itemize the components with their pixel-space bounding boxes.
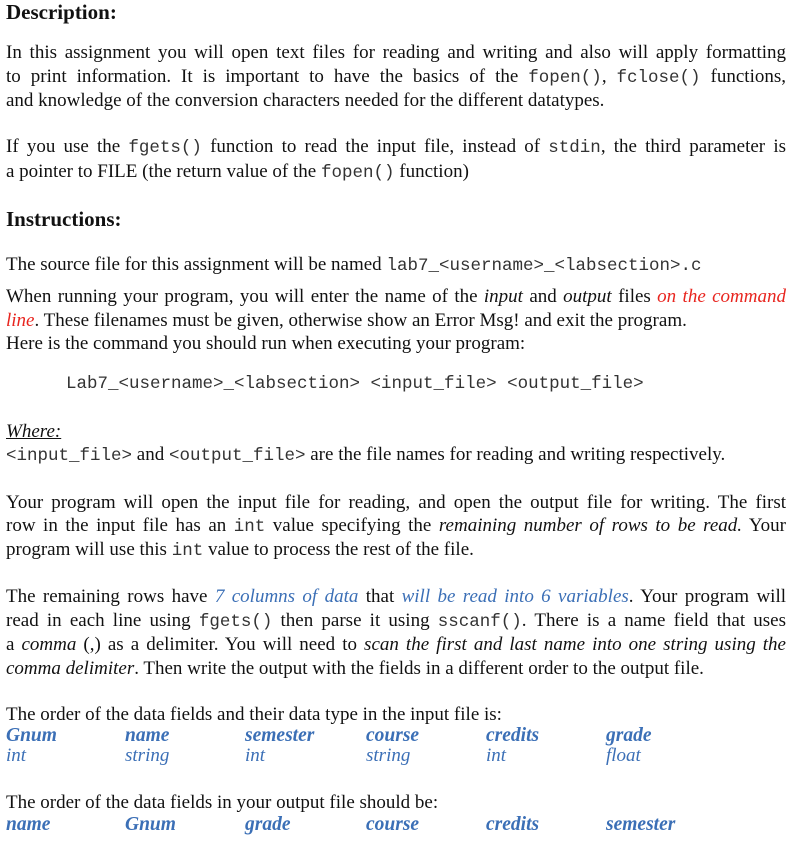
- input-field-course: course: [366, 725, 420, 746]
- instructions-heading: Instructions:: [6, 207, 122, 231]
- rows-line3: a comma (,) as a delimiter. You will need to scan the first and last name into one string using the: [6, 634, 786, 655]
- rows-line1: The remaining rows have 7 columns of data that will be read into 6 variables. Your program will: [6, 586, 786, 607]
- open-line2: row in the input file has an int value specifying the remaining number of rows to be read. Your: [6, 515, 786, 537]
- run-line1: When running your program, you will enter the name of the input and output files on the command: [6, 286, 786, 307]
- description-p2-line2: a pointer to FILE (the return value of the fopen() function): [6, 161, 469, 183]
- where-label: Where:: [6, 421, 62, 442]
- input-type-gnum: int: [6, 745, 27, 766]
- input-field-name: name: [125, 725, 170, 746]
- description-p1-line2: to print information. It is important to have the basics of the fopen(), fclose() functions,: [6, 66, 786, 88]
- open-line3: program will use this int value to process the rest of the file.: [6, 539, 474, 561]
- command-example: Lab7_<username>_<labsection> <input_file> <output_file>: [66, 374, 644, 394]
- input-field-gnum: Gnum: [6, 725, 57, 746]
- input-type-credits: int: [486, 745, 507, 766]
- output-field-course: course: [366, 814, 420, 835]
- description-heading: Description:: [6, 0, 117, 24]
- output-field-gnum: Gnum: [125, 814, 176, 835]
- description-p1-line1: In this assignment you will open text files for reading and writing and also will apply formatting: [6, 42, 786, 63]
- input-field-semester: semester: [245, 725, 315, 746]
- rows-line2: read in each line using fgets() then parse it using sscanf(). There is a name field that uses: [6, 610, 787, 632]
- rows-line4: comma delimiter. Then write the output with the fields in a different order to the output file.: [6, 658, 704, 679]
- input-order-intro: The order of the data fields and their data type in the input file is:: [6, 704, 502, 725]
- output-order-intro: The order of the data fields in your output file should be:: [6, 792, 439, 813]
- open-line1: Your program will open the input file for reading, and open the output file for writing. The first: [6, 492, 786, 513]
- input-field-grade: grade: [606, 725, 652, 746]
- description-p1-line3: and knowledge of the conversion characters needed for the different datatypes.: [6, 90, 605, 111]
- run-line2: line. These filenames must be given, otherwise show an Error Msg! and exit the program.: [6, 310, 687, 331]
- description-p2-line1: If you use the fgets() function to read the input file, instead of stdin, the third parameter is: [6, 136, 786, 158]
- input-field-credits: credits: [486, 725, 540, 746]
- output-field-semester: semester: [606, 814, 676, 835]
- output-field-grade: grade: [245, 814, 291, 835]
- input-type-semester: int: [245, 745, 266, 766]
- input-type-name: string: [125, 745, 170, 766]
- output-field-credits: credits: [486, 814, 540, 835]
- input-type-course: string: [366, 745, 411, 766]
- source-file-line: The source file for this assignment will be named lab7_<username>_<labsection>.c: [6, 254, 702, 276]
- output-field-name: name: [6, 814, 51, 835]
- where-line: <input_file> and <output_file> are the file names for reading and writing respectively.: [6, 444, 726, 466]
- input-type-grade: float: [606, 745, 641, 766]
- run-line3: Here is the command you should run when executing your program:: [6, 333, 526, 354]
